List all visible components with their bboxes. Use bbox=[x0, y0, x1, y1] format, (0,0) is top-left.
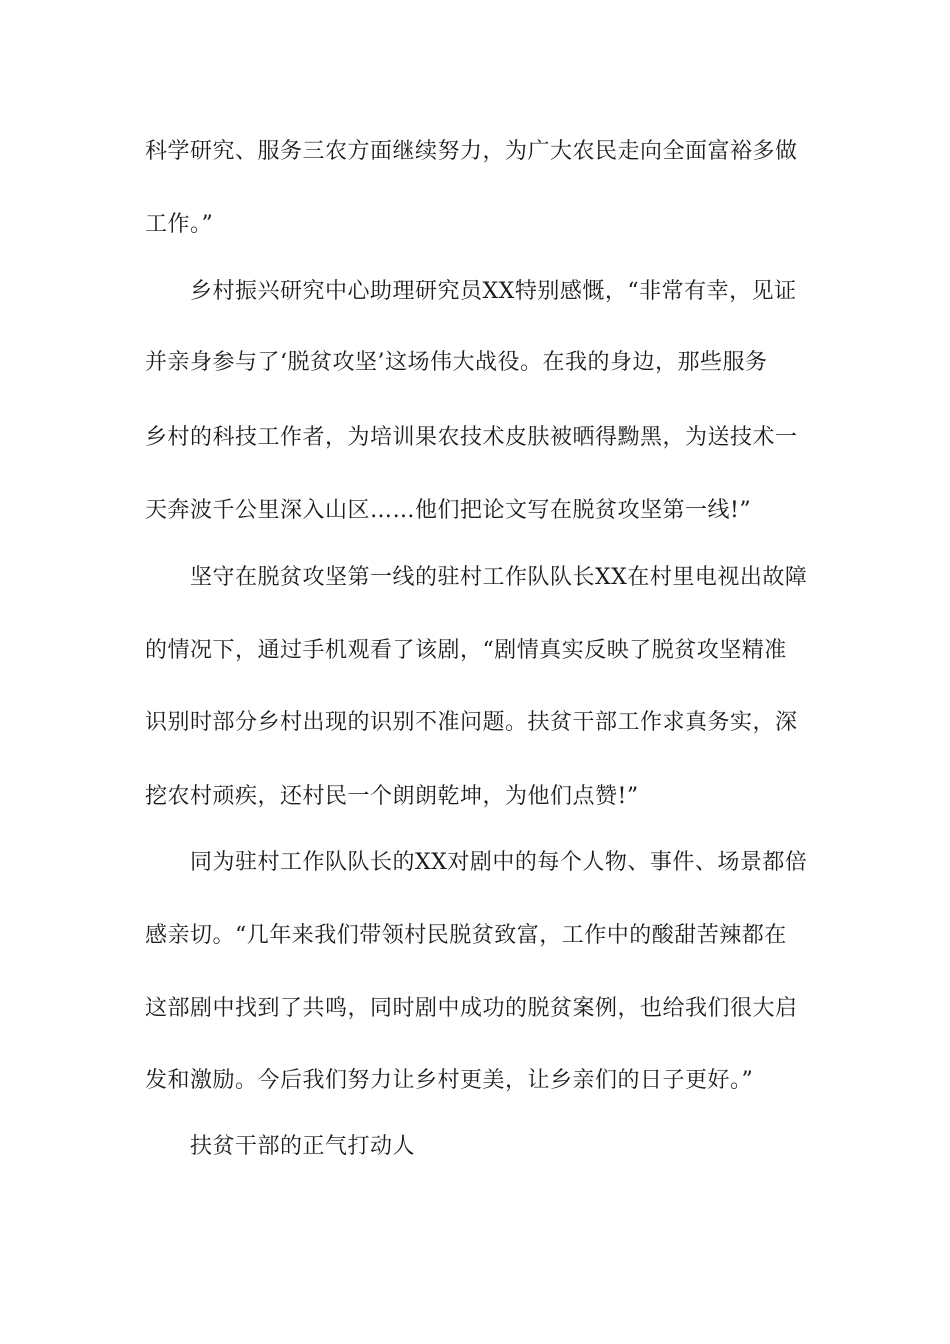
section-heading: 扶贫干部的正气打动人 bbox=[190, 1134, 416, 1159]
text-line: 科学研究、服务三农方面继续努力，为广大农民走向全面富裕多做 bbox=[145, 139, 798, 164]
text-line: 挖农村顽疾，还村民一个朗朗乾坤，为他们点赞!” bbox=[145, 784, 639, 809]
text-line: 工作。” bbox=[145, 212, 214, 237]
text-line: 这部剧中找到了共鸣，同时剧中成功的脱贫案例，也给我们很大启 bbox=[145, 996, 798, 1021]
text-line: 的情况下，通过手机观看了该剧，“剧情真实反映了脱贫攻坚精准 bbox=[145, 638, 787, 663]
text-line: 乡村的科技工作者，为培训果农技术皮肤被晒得黝黑，为送技术一 bbox=[145, 425, 798, 450]
text-line: 天奔波千公里深入山区……他们把论文写在脱贫攻坚第一线!” bbox=[145, 498, 752, 523]
text-line: 识别时部分乡村出现的识别不准问题。扶贫干部工作求真务实，深 bbox=[145, 710, 798, 735]
paragraph-start-line: 坚守在脱贫攻坚第一线的驻村工作队队长XX在村里电视出故障 bbox=[190, 565, 808, 590]
text-line: 发和激励。今后我们努力让乡村更美，让乡亲们的日子更好。” bbox=[145, 1068, 754, 1093]
text-line: 并亲身参与了‘脱贫攻坚’这场伟大战役。在我的身边，那些服务 bbox=[145, 350, 768, 375]
paragraph-start-line: 乡村振兴研究中心助理研究员XX特别感慨，“非常有幸，见证 bbox=[190, 279, 797, 304]
text-line: 感亲切。“几年来我们带领村民脱贫致富，工作中的酸甜苦辣都在 bbox=[145, 923, 787, 948]
paragraph-start-line: 同为驻村工作队队长的XX对剧中的每个人物、事件、场景都倍 bbox=[190, 850, 808, 875]
